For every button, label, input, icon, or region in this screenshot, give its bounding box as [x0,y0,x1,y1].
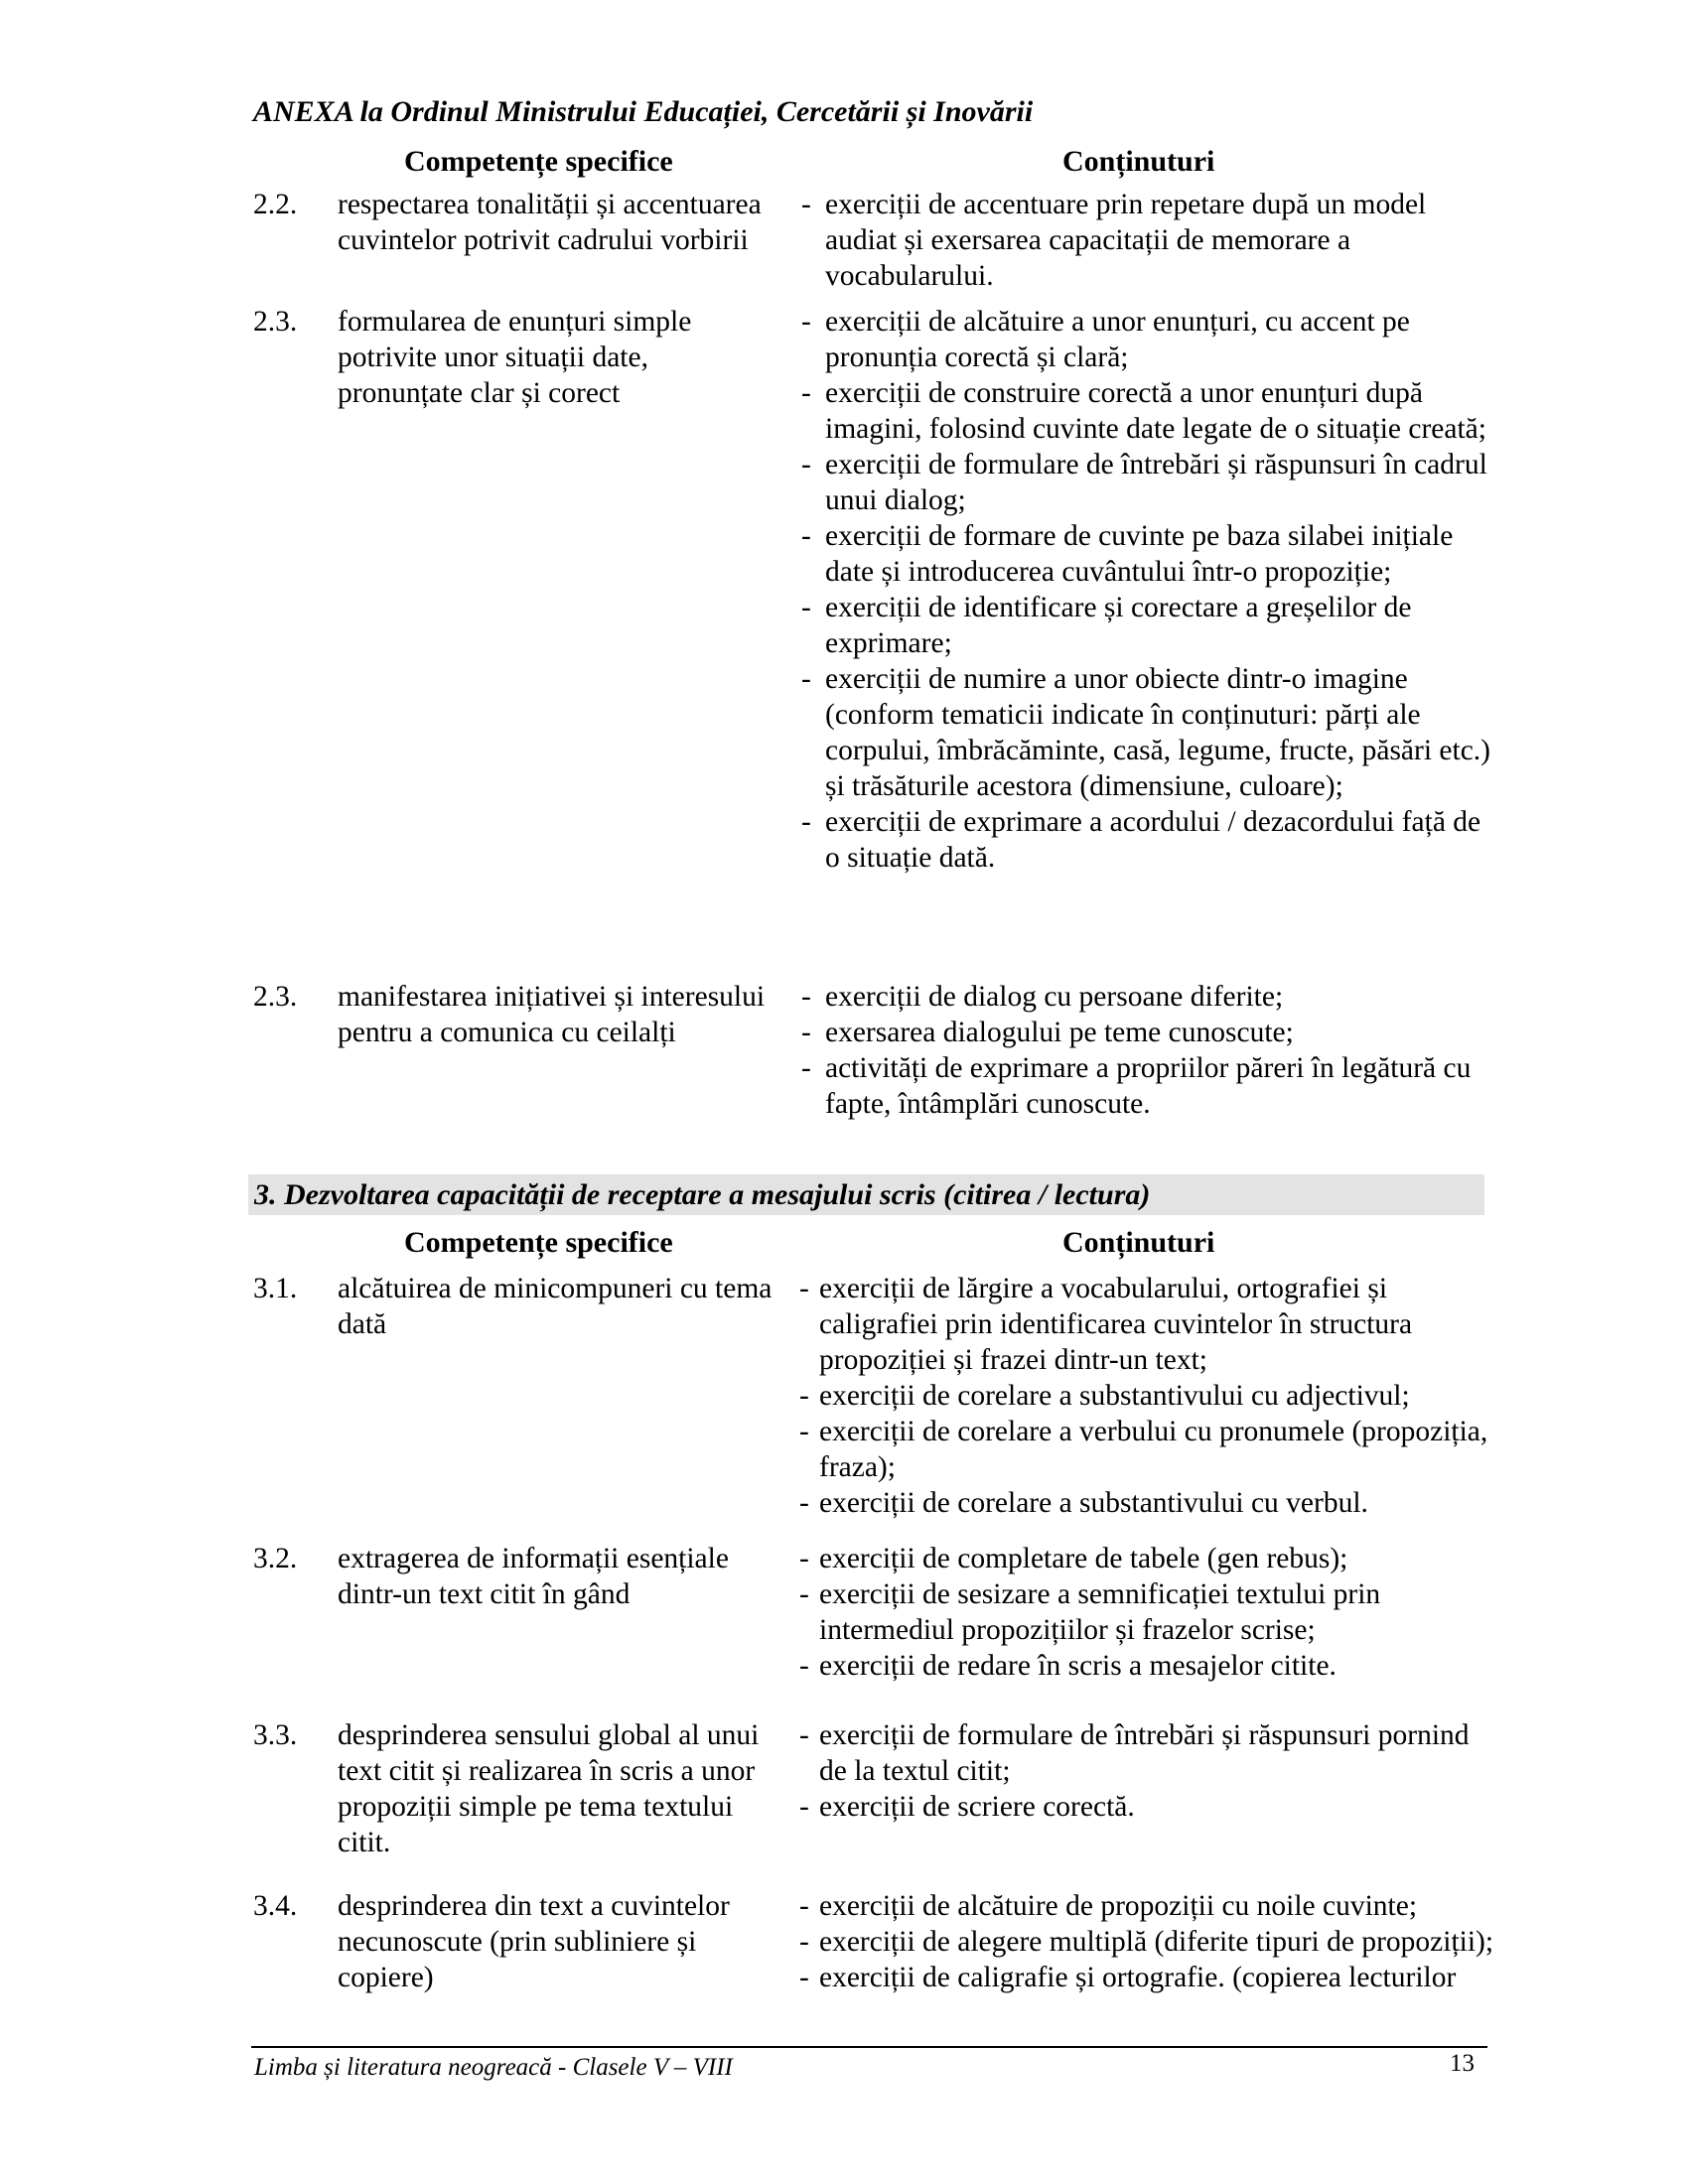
list-item: - activități de exprimare a propriilor păreri în legătură cu fapte, întâmplări cunoscute. [799,1050,1494,1122]
list-item: - exerciții de formulare de întrebări și răspunsuri pornind de la textul citit; [799,1717,1494,1789]
list-item: - exerciții de sesizare a semnificației textului prin intermediul propozițiilor și frazelor scrise; [799,1576,1494,1648]
footer-divider [251,2046,1487,2048]
competence-number: 3.4. [253,1890,298,1922]
list-item: - exerciții de alcătuire a unor enunțuri, cu accent pe pronunția corectă și clară; [799,304,1494,375]
competence-number: 3.2. [253,1543,298,1574]
competence-text: desprinderea sensului global al unui text citit și realizarea în scris a unor propoziții simple pe tema textului citit. [338,1719,760,1858]
list-item: - exerciții de formulare de întrebări și răspunsuri în cadrul unui dialog; [799,447,1494,518]
list-item: - exerciții de corelare a substantivului cu adjectivul; [799,1378,1494,1414]
list-item: - exerciții de lărgire a vocabularului, ortografiei și caligrafiei prin identificarea cuvintelor în structura propoziției și frazei dintr-un text; [799,1271,1494,1378]
section-title: 3. Dezvoltarea capacității de receptare a mesajului scris (citirea / lectura) [254,1178,1151,1211]
list-item: - exerciții de numire a unor obiecte dintr-o imagine (conform tematicii indicate în conținuturi: părți ale corpului, îmbrăcăminte, casă, legume, fructe, păsări etc.) și trăsăturile acestora (dimensiune, culoare); [799,661,1494,804]
content-list [799,1888,1494,1995]
footer-title: Limba și literatura neogreacă - Clasele V – VIII [254,2054,733,2081]
list-item: - exerciții de caligrafie și ortografie. (copierea lecturilor [799,1960,1494,1995]
content-list [799,1717,1494,1825]
list-item: - exerciții de dialog cu persoane diferite; [799,979,1494,1015]
competence-text: manifestarea inițiativei și interesului pentru a comunica cu ceilalți [338,981,766,1048]
list-item: - exerciții de completare de tabele (gen rebus); [799,1541,1494,1576]
list-item: - exerciții de construire corectă a unor enunțuri după imagini, folosind cuvinte date legate de o situație creată; [799,375,1494,447]
competence-text: respectarea tonalității și accentuarea cuvintelor potrivit cadrului vorbirii [338,189,762,256]
competence-text: formularea de enunțuri simple potrivite unor situații date, pronunțate clar și corect [338,306,692,409]
list-item: - exerciții de identificare și corectare a greșelilor de exprimare; [799,590,1494,661]
list-item: - exerciții de corelare a verbului cu pronumele (propoziția, fraza); [799,1414,1494,1485]
list-item: - exersarea dialogului pe teme cunoscute; [799,1015,1494,1050]
competence-text: alcătuirea de minicompuneri cu tema dată [338,1273,773,1340]
content-list [799,304,1494,876]
competence-number: 2.3. [253,306,298,338]
content-list [799,187,1494,294]
competence-number: 2.3. [253,981,298,1013]
list-item: - exerciții de scriere corectă. [799,1789,1494,1825]
column-heading-competente: Competențe specifice [404,1226,673,1259]
list-item: - exerciții de alcătuire de propoziții cu noile cuvinte; [799,1888,1494,1924]
list-item: - exerciții de accentuare prin repetare după un model audiat și exersarea capacitații de memorare a vocabularului. [799,187,1494,294]
content-list [799,1541,1494,1684]
page-number: 13 [1450,2050,1475,2077]
column-heading-continuturi: Conținuturi [1062,1226,1215,1259]
list-item: - exerciții de exprimare a acordului / dezacordului față de o situație dată. [799,804,1494,876]
content-list [799,1271,1494,1521]
competence-text: extragerea de informații esențiale dintr-un text citit în gând [338,1543,729,1610]
column-heading-continuturi: Conținuturi [1062,145,1215,178]
page-header: ANEXA la Ordinul Ministrului Educației, Cercetării și Inovării [253,95,1034,128]
list-item: - exerciții de corelare a substantivului cu verbul. [799,1485,1494,1521]
competence-text: desprinderea din text a cuvintelor necunoscute (prin subliniere și copiere) [338,1890,730,1993]
competence-number: 3.3. [253,1719,298,1751]
column-heading-competente: Competențe specifice [404,145,673,178]
list-item: - exerciții de alegere multiplă (diferite tipuri de propoziții); [799,1924,1494,1960]
competence-number: 2.2. [253,189,298,220]
competence-number: 3.1. [253,1273,298,1304]
list-item: - exerciții de redare în scris a mesajelor citite. [799,1648,1494,1684]
list-item: - exerciții de formare de cuvinte pe baza silabei inițiale date și introducerea cuvântului într-o propoziție; [799,518,1494,590]
content-list [799,979,1494,1122]
